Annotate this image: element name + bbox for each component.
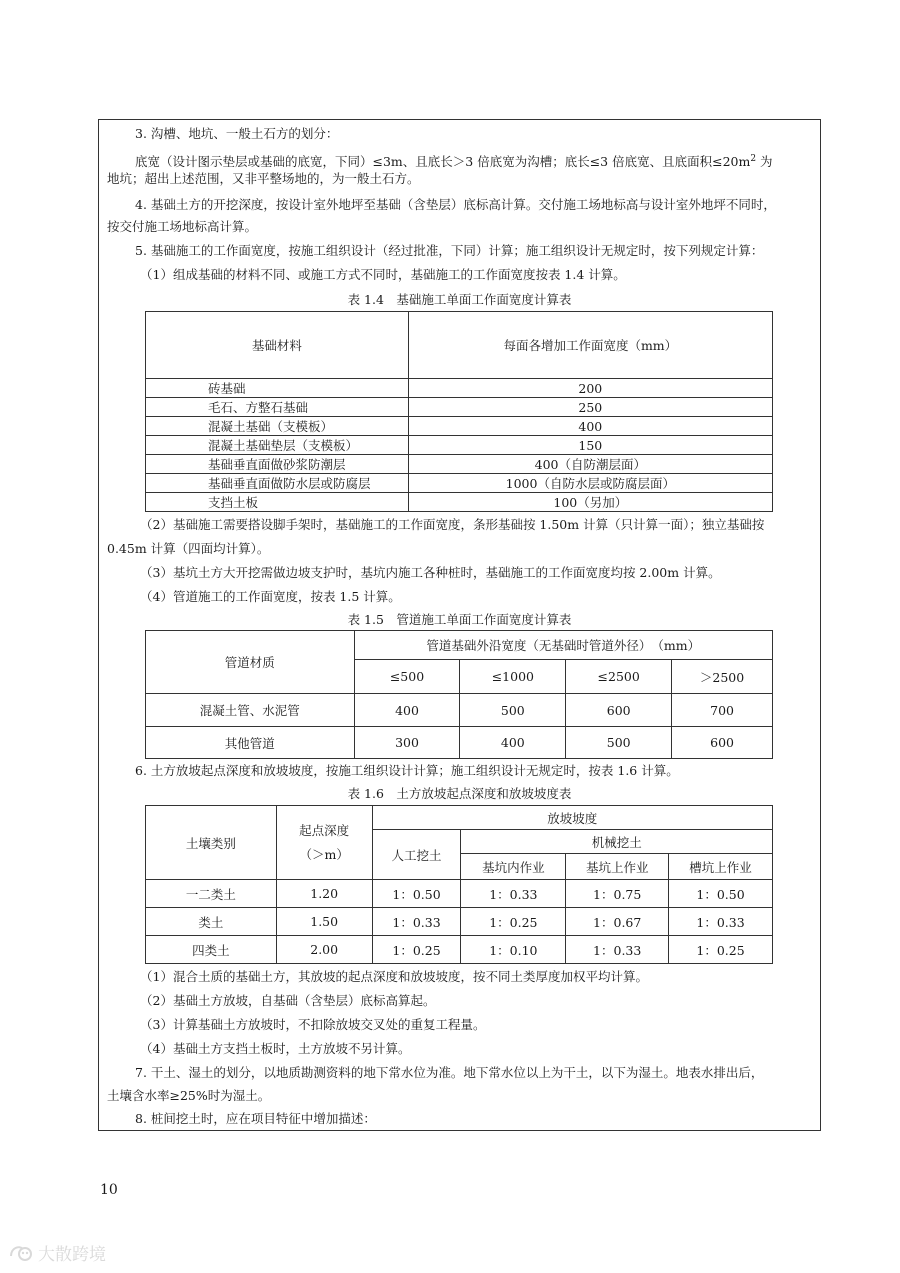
paragraph: 土壤含水率≥25%时为湿土。 bbox=[107, 1088, 271, 1103]
table-cell: 1：0.50 bbox=[372, 880, 461, 908]
table-cell: 1.20 bbox=[276, 880, 372, 908]
table-cell: 500 bbox=[460, 694, 566, 727]
table-cell: 1：0.33 bbox=[566, 936, 669, 964]
table-cell: 基础垂直面做防水层或防腐层 bbox=[146, 474, 409, 493]
header-cell: 管道基础外沿宽度（无基础时管道外径） （mm） bbox=[354, 631, 772, 660]
table-1-5-caption: 表 1.5 管道施工单面工作面宽度计算表 bbox=[347, 612, 572, 627]
table-cell: 混凝土基础（支模板） bbox=[146, 417, 409, 436]
table-cell: 砖基础 bbox=[146, 379, 409, 398]
table-cell: 毛石、方整石基础 bbox=[146, 398, 409, 417]
paragraph: 4. 基础土方的开挖深度，按设计室外地坪至基础（含垫层）底标高计算。交付施工场地标高与设计室外地坪不同时， bbox=[135, 197, 776, 212]
header-cell: ＞2500 bbox=[672, 660, 773, 694]
table-row bbox=[146, 474, 773, 493]
header-cell: 基坑上作业 bbox=[566, 854, 669, 880]
header-cell: 人工挖土 bbox=[372, 830, 461, 880]
header-cell: 基础材料 bbox=[146, 312, 409, 379]
table-cell: 1：0.75 bbox=[566, 880, 669, 908]
table-cell: 400 bbox=[408, 417, 772, 436]
paragraph: （1）混合土质的基础土方，其放坡的起点深度和放坡坡度，按不同土类厚度加权平均计算。 bbox=[140, 969, 648, 984]
table-cell: 400（自防潮层面） bbox=[408, 455, 772, 474]
table-cell: 其他管道 bbox=[146, 727, 355, 759]
table-cell: 100（另加） bbox=[408, 493, 772, 512]
header-cell: 槽坑上作业 bbox=[669, 854, 773, 880]
table-1-6-caption: 表 1.6 土方放坡起点深度和放坡坡度表 bbox=[347, 786, 572, 801]
table-row bbox=[146, 417, 773, 436]
paragraph: 地坑；超出上述范围，又非平整场地的，为一般土石方。 bbox=[107, 171, 420, 186]
table-cell: 1：0.25 bbox=[669, 936, 773, 964]
header-cell: 每面各增加工作面宽度（mm） bbox=[408, 312, 772, 379]
table-row bbox=[146, 908, 773, 936]
table-cell: 300 bbox=[354, 727, 460, 759]
table-row bbox=[146, 398, 773, 417]
table-cell: 400 bbox=[354, 694, 460, 727]
table-header-row bbox=[146, 631, 773, 660]
table-cell: 250 bbox=[408, 398, 772, 417]
table-cell: 1：0.33 bbox=[669, 908, 773, 936]
table-1-4-caption: 表 1.4 基础施工单面工作面宽度计算表 bbox=[347, 292, 572, 307]
paragraph: （3）基坑土方大开挖需做边坡支护时，基坑内施工各种桩时，基础施工的工作面宽度均按 2.00m 计算。 bbox=[140, 565, 721, 580]
watermark bbox=[8, 1240, 106, 1265]
table-row bbox=[146, 880, 773, 908]
table-cell: 一二类土 bbox=[146, 880, 277, 908]
table-cell: 类土 bbox=[146, 908, 277, 936]
table-cell: 1：0.67 bbox=[566, 908, 669, 936]
paragraph: 7. 干土、湿土的划分，以地质勘测资料的地下常水位为准。地下常水位以上为干土，以下为湿土。地表水排出后， bbox=[135, 1065, 764, 1080]
header-cell: ≤2500 bbox=[566, 660, 672, 694]
table-header-row bbox=[146, 806, 773, 830]
table-cell: 混凝土基础垫层（支模板） bbox=[146, 436, 409, 455]
table-1-6 bbox=[145, 805, 773, 964]
header-cell: 放坡坡度 bbox=[372, 806, 772, 830]
table-row bbox=[146, 493, 773, 512]
page-number: 10 bbox=[100, 1182, 118, 1198]
table-cell: 1：0.33 bbox=[372, 908, 461, 936]
table-cell: 600 bbox=[672, 727, 773, 759]
paragraph: 底宽（设计图示垫层或基础的底宽，下同）≤3m、且底长＞3 倍底宽为沟槽；底长≤3 倍底宽、且底面积$\le 20m^2$ 为 bbox=[135, 154, 773, 170]
table-cell: 400 bbox=[460, 727, 566, 759]
table-cell: 700 bbox=[672, 694, 773, 727]
paragraph: （2）基础土方放坡，自基础（含垫层）底标高算起。 bbox=[140, 993, 436, 1008]
paragraph: 5. 基础施工的工作面宽度，按施工组织设计（经过批准，下同）计算；施工组织设计无规定时，按下列规定计算： bbox=[135, 243, 764, 258]
header-cell: 管道材质 bbox=[146, 631, 355, 694]
paragraph: 6. 土方放坡起点深度和放坡坡度，按施工组织设计计算；施工组织设计无规定时，按表 1.6 计算。 bbox=[135, 763, 679, 778]
header-cell: ≤500 bbox=[354, 660, 460, 694]
header-cell: ≤1000 bbox=[460, 660, 566, 694]
header-cell: 起点深度 （＞m） bbox=[276, 806, 372, 880]
table-cell: 150 bbox=[408, 436, 772, 455]
paragraph: 按交付施工场地标高计算。 bbox=[107, 219, 258, 234]
table-cell: 1000（自防水层或防腐层面） bbox=[408, 474, 772, 493]
watermark-text: 大散跨境 bbox=[38, 1245, 106, 1265]
table-row bbox=[146, 936, 773, 964]
paragraph: （4）基础土方支挡土板时，土方放坡不另计算。 bbox=[140, 1041, 411, 1056]
header-cell: 基坑内作业 bbox=[461, 854, 566, 880]
paragraph: （4）管道施工的工作面宽度，按表 1.5 计算。 bbox=[140, 589, 401, 604]
paragraph: （1）组成基础的材料不同、或施工方式不同时，基础施工的工作面宽度按表 1.4 计算。 bbox=[140, 267, 626, 282]
table-cell: 200 bbox=[408, 379, 772, 398]
table-header-row bbox=[146, 312, 773, 379]
table-cell: 1：0.25 bbox=[461, 908, 566, 936]
table-cell: 2.00 bbox=[276, 936, 372, 964]
header-cell: 土壤类别 bbox=[146, 806, 277, 880]
table-row bbox=[146, 436, 773, 455]
table-row bbox=[146, 455, 773, 474]
table-cell: 基础垂直面做砂浆防潮层 bbox=[146, 455, 409, 474]
table-1-4 bbox=[145, 311, 773, 512]
header-cell: 机械挖土 bbox=[461, 830, 773, 854]
table-cell: 600 bbox=[566, 694, 672, 727]
table-row bbox=[146, 379, 773, 398]
watermark-logo-icon bbox=[8, 1242, 34, 1264]
paragraph: 3. 沟槽、地坑、一般土石方的划分： bbox=[135, 126, 339, 141]
table-cell: 1：0.10 bbox=[461, 936, 566, 964]
table-cell: 1：0.50 bbox=[669, 880, 773, 908]
table-cell: 1：0.25 bbox=[372, 936, 461, 964]
table-cell: 四类土 bbox=[146, 936, 277, 964]
paragraph: 0.45m 计算（四面均计算）。 bbox=[107, 541, 270, 556]
table-cell: 1：0.33 bbox=[461, 880, 566, 908]
table-row bbox=[146, 727, 773, 759]
table-1-5 bbox=[145, 630, 773, 759]
paragraph: （2）基础施工需要搭设脚手架时，基础施工的工作面宽度，条形基础按 1.50m 计算（只计算一面）；独立基础按 bbox=[140, 517, 765, 532]
paragraph: 8. 桩间挖土时，应在项目特征中增加描述： bbox=[135, 1111, 376, 1126]
table-cell: 支挡土板 bbox=[146, 493, 409, 512]
table-cell: 混凝土管、水泥管 bbox=[146, 694, 355, 727]
paragraph: （3）计算基础土方放坡时，不扣除放坡交叉处的重复工程量。 bbox=[140, 1017, 486, 1032]
table-cell: 500 bbox=[566, 727, 672, 759]
table-row bbox=[146, 694, 773, 727]
table-cell: 1.50 bbox=[276, 908, 372, 936]
